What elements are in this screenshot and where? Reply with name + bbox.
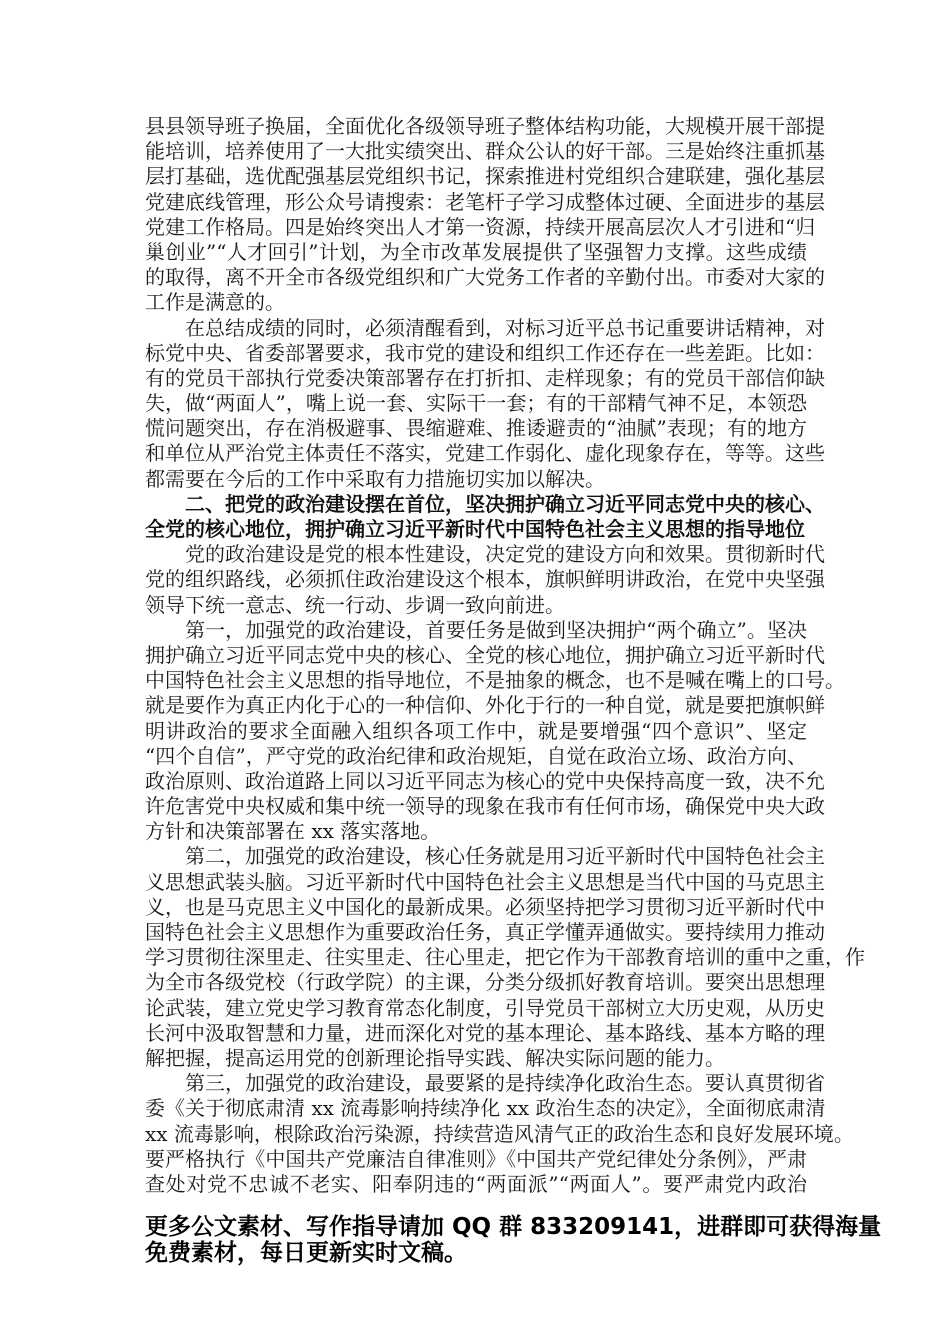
text-line: 第二，加强党的政治建设，核心任务就是用习近平新时代中国特色社会主 (145, 844, 825, 869)
text-line: 县县领导班子换届，全面优化各级领导班子整体结构功能，大规模开展干部提 (145, 114, 825, 138)
text-line: 巢创业”“人才回引”计划，为全市改革发展提供了坚强智力支撑。这些成绩 (145, 239, 807, 264)
text-line: 在总结成绩的同时，必须清醒看到，对标习近平总书记重要讲话精神，对 (145, 315, 825, 340)
text-line: 学习贯彻往深里走、往实里走、往心里走，把它作为干部教育培训的重中之重，作 (145, 945, 865, 970)
text-line: 明讲政治的要求全面融入组织各项工作中，就是要增强“四个意识”、坚定 (145, 718, 807, 743)
text-line: 政治原则、政治道路上同以习近平同志为核心的党中央保持高度一致，决不允 (145, 768, 825, 793)
text-line: 解把握，提高运用党的创新理论指导实践、解决实际问题的能力。 (145, 1045, 725, 1070)
text-line: 标党中央、省委部署要求，我市党的建设和组织工作还存在一些差距。比如： (145, 340, 825, 365)
text-line: 党的政治建设是党的根本性建设，决定党的建设方向和效果。贯彻新时代 (145, 542, 825, 567)
text-line: 层打基础，选优配强基层党组织书记，探索推进村党组织合建联建，强化基层 (145, 164, 825, 189)
text-line: xx 流毒影响，根除政治污染源，持续营造风清气正的政治生态和良好发展环境。 (145, 1121, 854, 1146)
paragraph (145, 315, 825, 492)
text-line: 党建底线管理，形公众号请搜索：老笔杆子学习成整体过硬、全面进步的基层 (145, 189, 825, 214)
text-line: 有的党员干部执行党委决策部署存在打折扣、走样现象；有的党员干部信仰缺 (145, 365, 825, 390)
text-line: 义，也是马克思主义中国化的最新成果。必须坚持把学习贯彻习近平新时代中 (145, 894, 825, 919)
paragraph (145, 542, 825, 618)
document-body (145, 114, 865, 1197)
text-line: 论武装，建立党史学习教育常态化制度，引导党员干部树立大历史观，从历史 (145, 995, 825, 1020)
text-line: 第一，加强党的政治建设，首要任务是做到坚决拥护“两个确立”。坚决 (145, 617, 807, 642)
text-line: 工作是满意的。 (145, 290, 285, 315)
paragraph (145, 617, 845, 845)
text-line: 第三，加强党的政治建设，最要紧的是持续净化政治生态。要认真贯彻省 (145, 1071, 825, 1096)
heading-line: 二、把党的政治建设摆在首位，坚决拥护确立习近平同志党中央的核心、 (145, 491, 825, 516)
text-line: 的取得，离不开全市各级党组织和广大党务工作者的辛勤付出。市委对大家的 (145, 265, 825, 290)
text-line: 领导下统一意志、统一行动、步调一致向前进。 (145, 592, 565, 617)
section-heading (145, 491, 825, 542)
text-line: 就是要作为真正内化于心的一种信仰、外化于行的一种自觉，就是要把旗帜鲜 (145, 693, 825, 718)
heading-line: 全党的核心地位，拥护确立习近平新时代中国特色社会主义思想的指导地位 (145, 517, 805, 541)
text-line: 拥护确立习近平同志党中央的核心、全党的核心地位，拥护确立习近平新时代 (145, 642, 825, 667)
text-line: 党的组织路线，必须抓住政治建设这个根本，旗帜鲜明讲政治，在党中央坚强 (145, 567, 825, 592)
promo-footer (145, 1214, 882, 1266)
paragraph (145, 1071, 854, 1197)
text-line: 义思想武装头脑。习近平新时代中国特色社会主义思想是当代中国的马克思主 (145, 869, 825, 894)
text-line: 为全市各级党校（行政学院）的主课，分类分级抓好教育培训。要突出思想理 (145, 970, 825, 995)
promo-line: 免费素材，每日更新实时文稿。 (145, 1240, 467, 1266)
promo-line: 更多公文素材、写作指导请加 QQ 群 833209141，进群即可获得海量 (145, 1214, 882, 1240)
text-line: 国特色社会主义思想作为重要政治任务，真正学懂弄通做实。要持续用力推动 (145, 920, 825, 944)
text-line: “四个自信”，严守党的政治纪律和政治规矩，自觉在政治立场、政治方向、 (145, 743, 807, 768)
text-line: 要严格执行《中国共产党廉洁自律准则》《中国共产党纪律处分条例》，严肃 (145, 1146, 807, 1171)
paragraph (145, 114, 825, 316)
text-line: 中国特色社会主义思想的指导地位，不是抽象的概念，也不是喊在嘴上的口号。 (145, 668, 845, 693)
text-line: 长河中汲取智慧和力量，进而深化对党的基本理论、基本路线、基本方略的理 (145, 1020, 825, 1045)
text-line: 委《关于彻底肃清 xx 流毒影响持续净化 xx 政治生态的决定》，全面彻底肃清 (145, 1096, 826, 1121)
text-line: 失，做“两面人”，嘴上说一套、实际干一套；有的干部精气神不足，本领恐 (145, 391, 807, 416)
text-line: 都需要在今后的工作中采取有力措施切实加以解决。 (145, 466, 605, 491)
text-line: 慌问题突出，存在消极避事、畏缩避难、推诿避责的“油腻”表现；有的地方 (145, 416, 807, 441)
paragraph (145, 844, 865, 1071)
text-line: 方针和决策部署在 xx 落实落地。 (145, 819, 441, 844)
text-line: 党建工作格局。四是始终突出人才第一资源，持续开展高层次人才引进和“归 (145, 214, 816, 239)
text-line: 和单位从严治党主体责任不落实，党建工作弱化、虚化现象存在，等等。这些 (145, 441, 825, 466)
text-line: 能培训，培养使用了一大批实绩突出、群众公认的好干部。三是始终注重抓基 (145, 139, 825, 164)
text-line: 许危害党中央权威和集中统一领导的现象在我市有任何市场，确保党中央大政 (145, 794, 825, 819)
text-line: 查处对党不忠诚不老实、阳奉阴违的“两面派”“两面人”。要严肃党内政治 (145, 1171, 807, 1196)
